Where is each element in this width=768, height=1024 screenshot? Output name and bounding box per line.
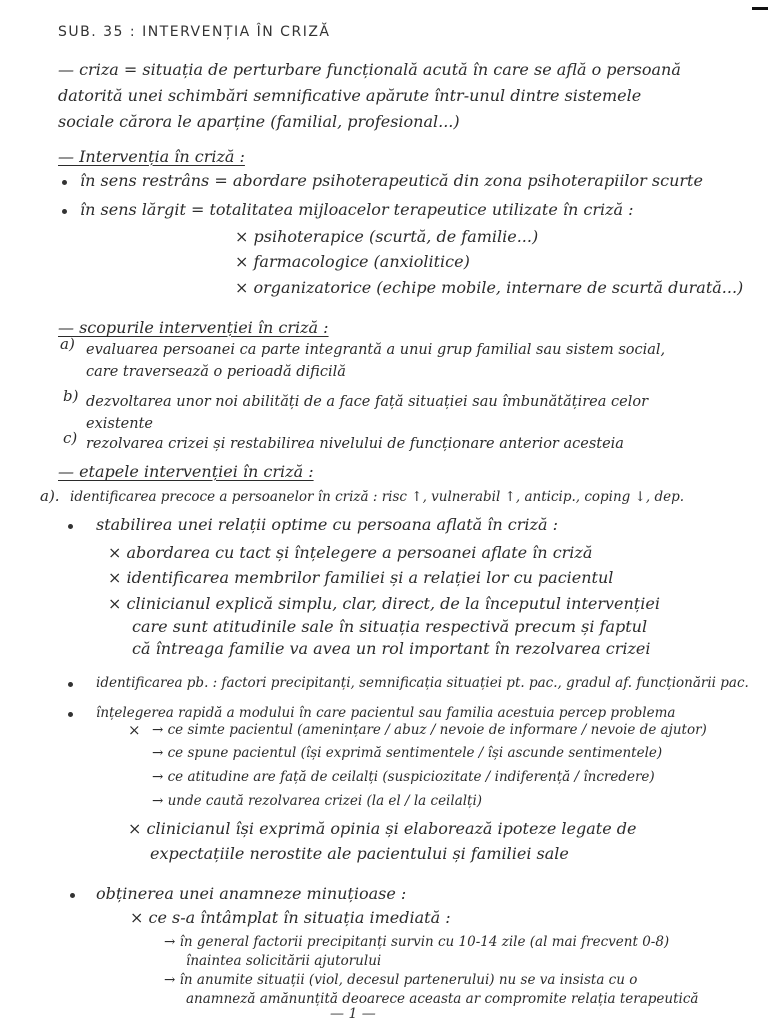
text-line: care sunt atitudinile sale în situația respectivă precum și faptul bbox=[132, 617, 648, 636]
text-line: → ce atitudine are față de ceilalți (suspiciozitate / indiferență / încredere) bbox=[152, 769, 655, 785]
list-marker: c) bbox=[63, 429, 78, 447]
text-line: existente bbox=[86, 416, 153, 432]
scan-edge-mark bbox=[752, 7, 768, 10]
text-line: expectațiile nerostite ale pacientului și familiei sale bbox=[150, 844, 569, 863]
text-line: → în general factorii precipitanți survin cu 10-14 zile (al mai frecvent 0-8) bbox=[164, 934, 670, 950]
text-line: × farmacologice (anxiolitice) bbox=[235, 252, 470, 271]
bullet-icon bbox=[62, 209, 67, 214]
text-line: × organizatorice (echipe mobile, internare de scurtă durată...) bbox=[235, 278, 744, 297]
bullet-icon bbox=[70, 893, 75, 898]
list-marker: b) bbox=[63, 387, 79, 405]
text-line: că întreaga familie va avea un rol important în rezolvarea crizei bbox=[132, 639, 651, 658]
text-line: identificarea precoce a persoanelor în criză : risc ↑, vulnerabil ↑, anticip., coping ↓, dep. bbox=[70, 489, 685, 505]
bullet-icon bbox=[68, 682, 73, 687]
section-heading: — scopurile intervenției în criză : bbox=[58, 318, 329, 337]
bullet-icon bbox=[68, 712, 73, 717]
text-line: rezolvarea crizei și restabilirea nivelului de funcționare anterior acesteia bbox=[86, 436, 624, 452]
text-line: → ce simte pacientul (amenințare / abuz / nevoie de informare / nevoie de ajutor) bbox=[152, 722, 707, 738]
text-line: × identificarea membrilor familiei și a relației lor cu pacientul bbox=[108, 568, 614, 587]
text-line: → în anumite situații (viol, decesul partenerului) nu se va insista cu o bbox=[164, 972, 638, 988]
text-line: → unde caută rezolvarea crizei (la el / la ceilalți) bbox=[152, 793, 483, 809]
text-line: evaluarea persoanei ca parte integrantă a unui grup familial sau sistem social, bbox=[86, 342, 666, 358]
text-line: × clinicianul explică simplu, clar, direct, de la începutul intervenției bbox=[108, 594, 660, 613]
bullet-icon bbox=[68, 524, 73, 529]
text-line: în sens lărgit = totalitatea mijloacelor terapeutice utilizate în criză : bbox=[80, 200, 634, 219]
list-marker: × bbox=[128, 721, 141, 739]
text-line: — criza = situația de perturbare funcțională acută în care se află o persoană bbox=[58, 60, 681, 79]
text-line: anamneză amănunțită deoarece aceasta ar compromite relația terapeutică bbox=[186, 991, 699, 1007]
text-line: dezvoltarea unor noi abilități de a face față situației sau îmbunătățirea celor bbox=[86, 394, 648, 410]
text-line: înțelegerea rapidă a modului în care pacientul sau familia acestuia percep problema bbox=[96, 705, 676, 721]
text-line: identificarea pb. : factori precipitanți, semnificația situației pt. pac., gradul af. funcționării pac. bbox=[96, 675, 749, 691]
text-line: → ce spune pacientul (își exprimă sentimentele / își ascunde sentimentele) bbox=[152, 745, 663, 761]
list-marker: a). bbox=[40, 487, 60, 505]
text-line: care traversează o perioadă dificilă bbox=[86, 364, 346, 380]
text-line: obținerea unei anamneze minuțioase : bbox=[96, 884, 407, 903]
text-line: sociale cărora le aparține (familial, profesional...) bbox=[58, 112, 460, 131]
text-line: × abordarea cu tact și înțelegere a persoanei aflate în criză bbox=[108, 543, 593, 562]
text-line: × psihoterapice (scurtă, de familie...) bbox=[235, 227, 539, 246]
text-line: stabilirea unei relații optime cu persoana aflată în criză : bbox=[96, 515, 558, 534]
section-heading: — Intervenția în criză : bbox=[58, 147, 245, 166]
text-line: înaintea solicitării ajutorului bbox=[186, 953, 382, 969]
section-heading: — etapele intervenției în criză : bbox=[58, 462, 314, 481]
list-marker: a) bbox=[60, 335, 75, 353]
text-line: × ce s-a întâmplat în situația imediată : bbox=[130, 908, 451, 927]
page-header: SUB. 35 : INTERVENȚIA ÎN CRIZĂ bbox=[58, 24, 331, 40]
text-line: datorită unei schimbări semnificative apărute într-unul dintre sistemele bbox=[58, 86, 642, 105]
text-line: × clinicianul își exprimă opinia și elaborează ipoteze legate de bbox=[128, 819, 637, 838]
bullet-icon bbox=[62, 180, 67, 185]
text-line: în sens restrâns = abordare psihoterapeutică din zona psihoterapiilor scurte bbox=[80, 171, 703, 190]
page-number: — 1 — bbox=[330, 1006, 376, 1022]
